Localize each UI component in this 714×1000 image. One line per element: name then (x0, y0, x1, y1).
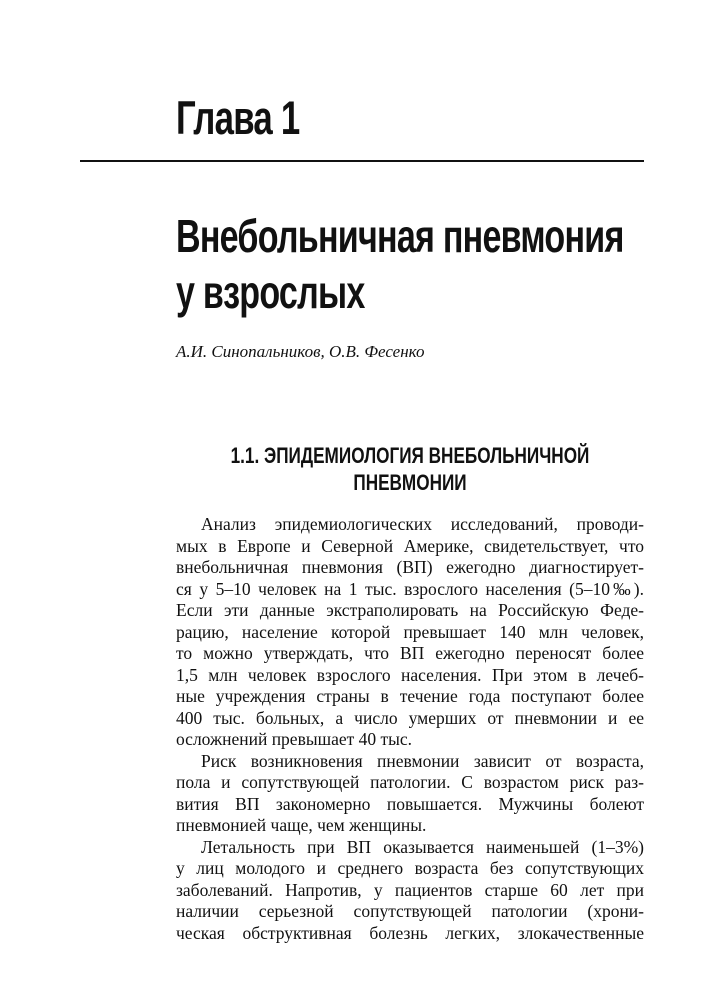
text-line: у лиц молодого и среднего возраста без сопутствующих (176, 858, 644, 878)
text-line: ные учреждения страны в течение года поступают более (176, 686, 644, 706)
body-text (176, 514, 644, 944)
section-heading (176, 442, 644, 496)
text-line: Анализ эпидемиологических исследований, проводи- (201, 514, 644, 534)
text-line: осложнений превышает 40 тыс. (176, 729, 413, 749)
text-line: Если эти данные экстраполировать на Российскую Феде- (176, 600, 644, 620)
section-heading-line: ПНЕВМОНИИ (353, 470, 467, 495)
text-line: то можно утверждать, что ВП ежегодно переносят более (176, 643, 644, 663)
chapter-divider (80, 160, 644, 162)
text-line: заболеваний. Напротив, у пациентов старше 60 лет при (176, 879, 644, 900)
text-line: Риск возникновения пневмонии зависит от возраста, (201, 750, 644, 771)
text-line: ческая обструктивная болезнь легких, злокачественные (176, 922, 644, 943)
text-line: рацию, население которой превышает 140 млн человек, (176, 621, 644, 642)
section-heading-line: 1.1. ЭПИДЕМИОЛОГИЯ ВНЕБОЛЬНИЧНОЙ (230, 443, 590, 468)
chapter-title-line: Внебольничная пневмония (176, 210, 624, 262)
chapter-title (176, 208, 624, 320)
text-line: внебольничная пневмония (ВП) ежегодно диагностирует- (176, 557, 644, 577)
chapter-title-line: у взрослых (176, 266, 365, 318)
chapter-authors: А.И. Синопальников, О.В. Фесенко (176, 342, 425, 361)
text-line: 400 тыс. больных, а число умерших от пневмонии и ее (176, 707, 644, 728)
text-line: пола и сопутствующей патологии. С возрастом риск раз- (176, 772, 644, 792)
chapter-label: Глава 1 (176, 91, 300, 144)
text-line: вития ВП закономерно повышается. Мужчины болеют (176, 793, 644, 814)
text-line: 1,5 млн человек взрослого населения. При этом в лечеб- (176, 664, 644, 685)
text-line: мых в Европе и Северной Америке, свидетельствует, что (176, 535, 644, 556)
text-line: наличии серьезной сопутствующей патологии (хрони- (176, 901, 644, 921)
text-line: Летальность при ВП оказывается наименьшей (1–3%) (201, 836, 644, 857)
text-line: ся у 5–10 человек на 1 тыс. взрослого населения (5–10‰). (176, 578, 644, 599)
text-line: пневмонией чаще, чем женщины. (176, 815, 427, 835)
